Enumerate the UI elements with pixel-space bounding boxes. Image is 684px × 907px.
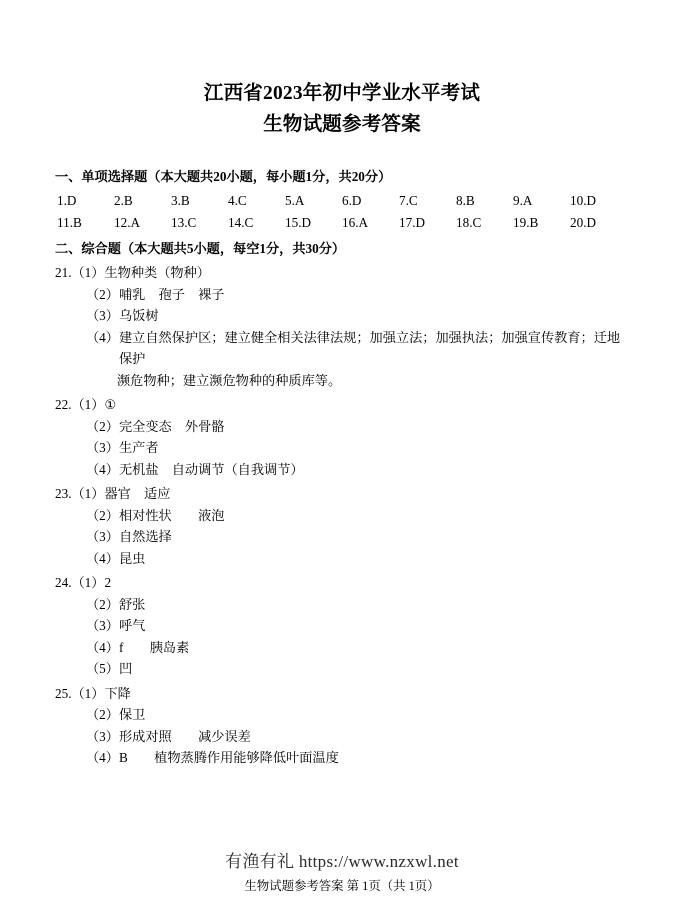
- mc-answer: 2.B: [114, 192, 133, 208]
- answer-label: （2）: [86, 507, 119, 523]
- question-block-24: [55, 572, 629, 680]
- answer-line: [55, 594, 629, 616]
- answer-label: （1）: [71, 685, 105, 701]
- watermark: 有渔有礼 https://www.nzxwl.net: [225, 852, 459, 871]
- answer-label: （2）: [86, 707, 119, 722]
- question-first-line: [55, 394, 629, 416]
- answer-label: （1）: [71, 397, 105, 412]
- answer-label: （2）: [86, 418, 119, 434]
- answer-text: 昆虫: [118, 550, 146, 566]
- mc-answer: 17.D: [399, 215, 426, 230]
- answer-text: 器官 适应: [104, 486, 171, 501]
- mc-answer: 18.C: [456, 215, 482, 230]
- answer-line: [55, 305, 629, 327]
- answer-line: [55, 526, 629, 548]
- answer-line: [55, 437, 629, 459]
- mc-answer: 16.A: [342, 215, 369, 230]
- answer-text: 凹: [118, 661, 133, 676]
- question-number: 22.: [55, 397, 72, 412]
- answer-line: [55, 327, 629, 370]
- answer-label: （2）: [86, 596, 119, 612]
- answer-line: [55, 704, 629, 726]
- answer-line: [55, 548, 629, 570]
- multiple-choice-row-1: [55, 190, 629, 212]
- mc-answer: 10.D: [570, 192, 597, 208]
- mc-answer: 14.C: [228, 215, 254, 230]
- question-first-line: [55, 572, 629, 594]
- mc-answer: 6.D: [342, 192, 362, 208]
- mc-answer: 12.A: [114, 215, 141, 230]
- answer-line: [55, 416, 629, 438]
- answer-label: （3）: [86, 440, 119, 455]
- mc-answer: 8.B: [456, 192, 475, 208]
- answer-text: 生物种类（物种）: [104, 265, 210, 280]
- answer-text: 2: [104, 575, 112, 590]
- answer-line: [55, 505, 629, 527]
- answer-label: （1）: [71, 486, 105, 501]
- mc-answer: 19.B: [513, 215, 539, 230]
- document-title: [0, 78, 684, 140]
- question-first-line: [55, 262, 629, 284]
- answer-text: 舒张: [118, 596, 146, 612]
- answer-label: （4）: [86, 639, 119, 655]
- mc-answer: 9.A: [513, 192, 533, 208]
- question-block-22: [55, 394, 629, 480]
- answer-text: 哺乳 孢子 裸子: [118, 286, 225, 302]
- question-number: 24.: [55, 575, 72, 590]
- answer-text: 自然选择: [118, 529, 172, 544]
- answer-label: （3）: [86, 308, 119, 323]
- title-line-1: 江西省2023年初中学业水平考试: [203, 83, 481, 104]
- answer-label: （4）: [86, 329, 119, 345]
- answer-text: 保卫: [118, 707, 146, 722]
- mc-answer: 15.D: [285, 215, 312, 230]
- answer-label: （3）: [86, 728, 119, 744]
- mc-answer: 3.B: [171, 192, 190, 208]
- question-first-line: [55, 683, 629, 705]
- answer-text: B 植物蒸腾作用能够降低叶面温度: [118, 750, 339, 765]
- answer-label: （2）: [86, 286, 119, 302]
- section-heading-multiple-choice: 一、单项选择题（本大题共20小题，每小题1分，共20分）: [55, 169, 392, 184]
- answer-text: 无机盐 自动调节（自我调节）: [118, 461, 304, 477]
- page-footer: 生物试题参考答案 第 1页（共 1页）: [244, 879, 440, 893]
- section-heading-comprehensive: 二、综合题（本大题共5小题，每空1分，共30分）: [55, 240, 346, 256]
- question-number: 21.: [55, 265, 72, 280]
- answer-line: [55, 459, 629, 481]
- answer-text: 呼气: [118, 618, 146, 633]
- answer-label: （4）: [86, 461, 119, 477]
- answer-line: [55, 284, 629, 306]
- document-body: [55, 140, 629, 769]
- answer-text: 建立自然保护区；建立健全相关法律法规；加强立法；加强执法；加强宣传教育；迁地保护: [118, 329, 621, 366]
- answer-text: 形成对照 减少误差: [118, 728, 251, 744]
- answer-line: [55, 726, 629, 748]
- answer-label: （3）: [86, 529, 119, 544]
- answer-text: 生产者: [118, 440, 159, 455]
- answer-label: （3）: [86, 618, 119, 633]
- question-number: 25.: [55, 685, 72, 701]
- mc-answer: 5.A: [285, 192, 305, 208]
- question-number: 23.: [55, 486, 72, 501]
- mc-answer: 11.B: [57, 215, 82, 230]
- mc-answer: 13.C: [171, 215, 197, 230]
- answer-line: [55, 658, 629, 680]
- answer-text: 相对性状 液泡: [118, 507, 225, 523]
- answer-line: [55, 747, 629, 769]
- question-block-23: [55, 483, 629, 569]
- multiple-choice-row-2: [55, 212, 629, 234]
- answer-text: f 胰岛素: [118, 639, 190, 655]
- mc-answer: 20.D: [570, 215, 597, 230]
- answer-text: ①: [104, 397, 117, 412]
- answer-label: （4）: [86, 750, 119, 765]
- question-block-25: [55, 683, 629, 769]
- question-block-21: [55, 262, 629, 391]
- mc-answer: 7.C: [399, 192, 418, 208]
- answer-label: （4）: [86, 550, 119, 566]
- answer-label: （5）: [86, 661, 119, 676]
- answer-text: 乌饭树: [118, 308, 159, 323]
- mc-answer: 4.C: [228, 192, 247, 208]
- answer-line: [55, 637, 629, 659]
- mc-answer: 1.D: [57, 192, 77, 208]
- answer-continuation-line: 濒危物种；建立濒危物种的种质库等。: [117, 372, 342, 388]
- title-line-2: 生物试题参考答案: [263, 114, 421, 135]
- question-first-line: [55, 483, 629, 505]
- answer-text: 下降: [104, 685, 131, 701]
- answer-text: 完全变态 外骨骼: [118, 418, 225, 434]
- answer-label: （1）: [71, 575, 105, 590]
- answer-label: （1）: [71, 265, 105, 280]
- answer-line: [55, 615, 629, 637]
